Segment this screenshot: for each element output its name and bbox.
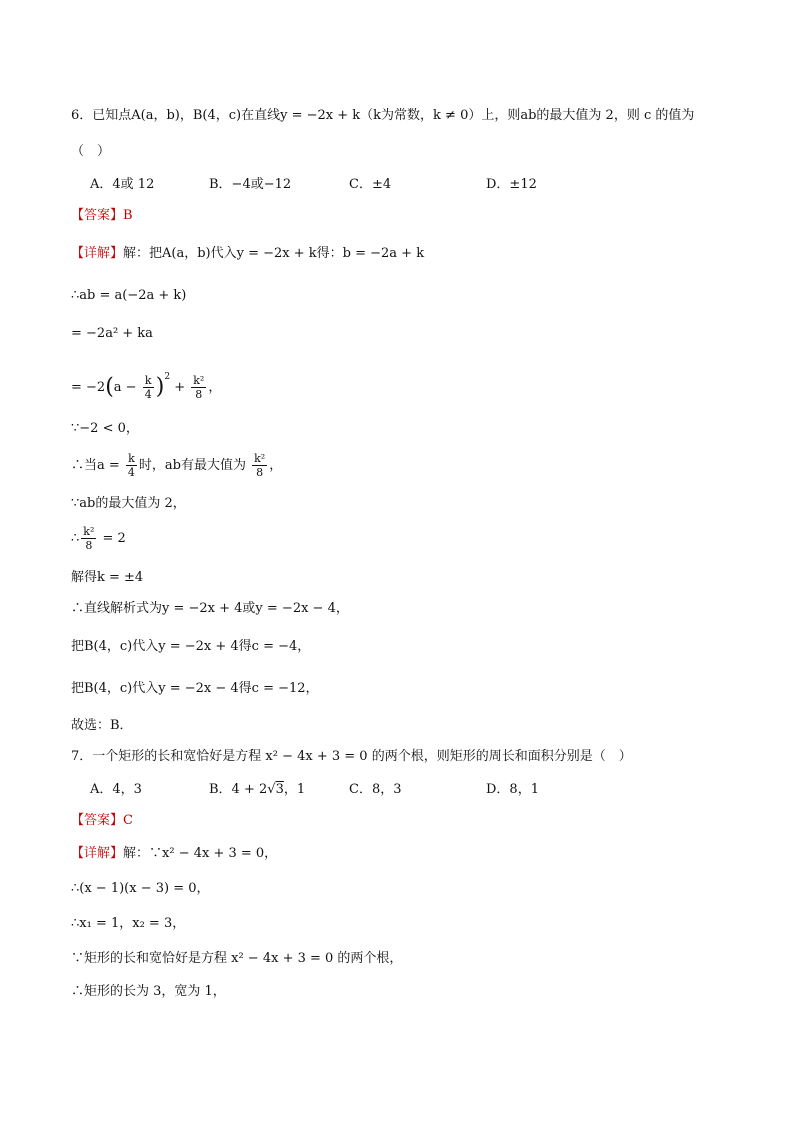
fraction-denominator: 8 xyxy=(195,388,203,401)
q6-step3-a-minus: a − xyxy=(113,380,137,395)
q7-option-c: C．8，3 xyxy=(349,782,402,797)
q6-step3-fraction-k-over-4 xyxy=(143,374,154,401)
q6-step3-plus: + xyxy=(174,380,186,395)
q6-step7-therefore: ∴ xyxy=(71,531,80,546)
q7-step-4: ∴矩形的长为 3，宽为 1， xyxy=(71,984,226,999)
q7-step-3: ∵矩形的长和宽恰好是方程 x² − 4x + 3 = 0 的两个根， xyxy=(71,951,403,966)
q7-option-b-prefix: B．4 + 2 xyxy=(209,782,268,797)
fraction-denominator: 4 xyxy=(127,466,135,479)
q6-step7-equals: = 2 xyxy=(102,531,126,546)
q7-option-a: A．4，3 xyxy=(90,782,142,797)
q6-option-c: C．±4 xyxy=(349,177,392,192)
q6-detail xyxy=(71,245,424,263)
q6-step3-left: = −2 xyxy=(71,380,106,395)
q6-step-1: ∴ab = a(−2a + k) xyxy=(71,288,187,303)
q6-step-4: ∵−2 < 0， xyxy=(71,421,139,436)
q7-option-b xyxy=(209,781,305,799)
q6-step-10: 把B(4，c)代入y = −2x + 4得c = −4， xyxy=(71,639,311,654)
q6-step-7 xyxy=(71,525,126,553)
q6-step5-text-b: 时，ab有最大值为 xyxy=(138,458,246,473)
fraction-denominator: 8 xyxy=(85,539,93,552)
q6-step7-fraction-k2-over-8 xyxy=(81,525,96,552)
q6-paren: （ ） xyxy=(71,144,111,159)
q6-step3-paren-close: ) xyxy=(155,374,165,400)
q6-option-a: A．4或 12 xyxy=(90,177,155,192)
q6-step-11: 把B(4，c)代入y = −2x − 4得c = −12， xyxy=(71,681,319,696)
q7-detail xyxy=(71,845,277,863)
q6-step3-exponent: 2 xyxy=(164,372,171,382)
q6-step-5 xyxy=(71,452,282,480)
q6-answer-value: B xyxy=(123,208,133,223)
q7-answer xyxy=(71,812,133,830)
q6-option-d: D．±12 xyxy=(486,177,537,192)
q6-step-9: ∴直线解析式为y = −2x + 4或y = −2x − 4， xyxy=(71,601,349,616)
q6-step5-text-a: ∴当a = xyxy=(71,458,120,473)
q7-detail-label: 【详解】 xyxy=(71,846,124,861)
q6-stem: 6．已知点A(a，b)，B(4，c)在直线y = −2x + k（k为常数，k ≠ 0）上，则ab的最大值为 2，则 c 的值为 xyxy=(71,108,695,123)
fraction-numerator: k² xyxy=(83,525,95,538)
q7-option-b-suffix: ，1 xyxy=(283,782,306,797)
q6-step5-fraction-k-over-4 xyxy=(126,452,137,479)
q7-stem: 7．一个矩形的长和宽恰好是方程 x² − 4x + 3 = 0 的两个根，则矩形的周长和面积分别是（ ） xyxy=(71,749,632,764)
q6-step3-end: ， xyxy=(208,380,222,395)
q6-step3-paren-open: ( xyxy=(105,374,114,400)
fraction-numerator: k xyxy=(126,452,137,466)
q6-step5-fraction-k2-over-8 xyxy=(252,452,267,479)
q6-step-2: = −2a² + ka xyxy=(71,326,153,341)
fraction-numerator: k xyxy=(143,374,154,388)
q6-step5-text-c: ， xyxy=(269,458,283,473)
q6-detail-label: 【详解】 xyxy=(71,246,124,261)
q6-step-6: ∵ab的最大值为 2， xyxy=(71,496,186,511)
sqrt-icon: √ xyxy=(267,782,276,797)
q7-option-b-radicand: 3 xyxy=(275,782,284,797)
q6-step3-fraction-k2-over-8 xyxy=(191,374,206,401)
q6-answer xyxy=(71,207,133,225)
q7-option-d: D．8，1 xyxy=(486,782,539,797)
fraction-denominator: 8 xyxy=(256,466,264,479)
fraction-numerator: k² xyxy=(193,374,205,387)
q6-step-8: 解得k = ±4 xyxy=(71,570,144,585)
fraction-numerator: k² xyxy=(254,452,266,465)
q7-detail-intro: 解：∵x² − 4x + 3 = 0， xyxy=(123,846,278,861)
q7-answer-label: 【答案】 xyxy=(71,813,124,828)
q6-option-b: B．−4或−12 xyxy=(209,177,292,192)
q6-conclusion: 故选：B． xyxy=(71,718,133,733)
q6-detail-intro: 解：把A(a，b)代入y = −2x + k得：b = −2a + k xyxy=(123,246,425,261)
q6-answer-label: 【答案】 xyxy=(71,208,124,223)
q6-step-3 xyxy=(71,362,221,403)
q7-answer-value: C xyxy=(123,813,133,828)
q7-step-1: ∴(x − 1)(x − 3) = 0， xyxy=(71,881,210,896)
fraction-denominator: 4 xyxy=(144,388,152,401)
q7-step-2: ∴x₁ = 1，x₂ = 3， xyxy=(71,916,186,931)
